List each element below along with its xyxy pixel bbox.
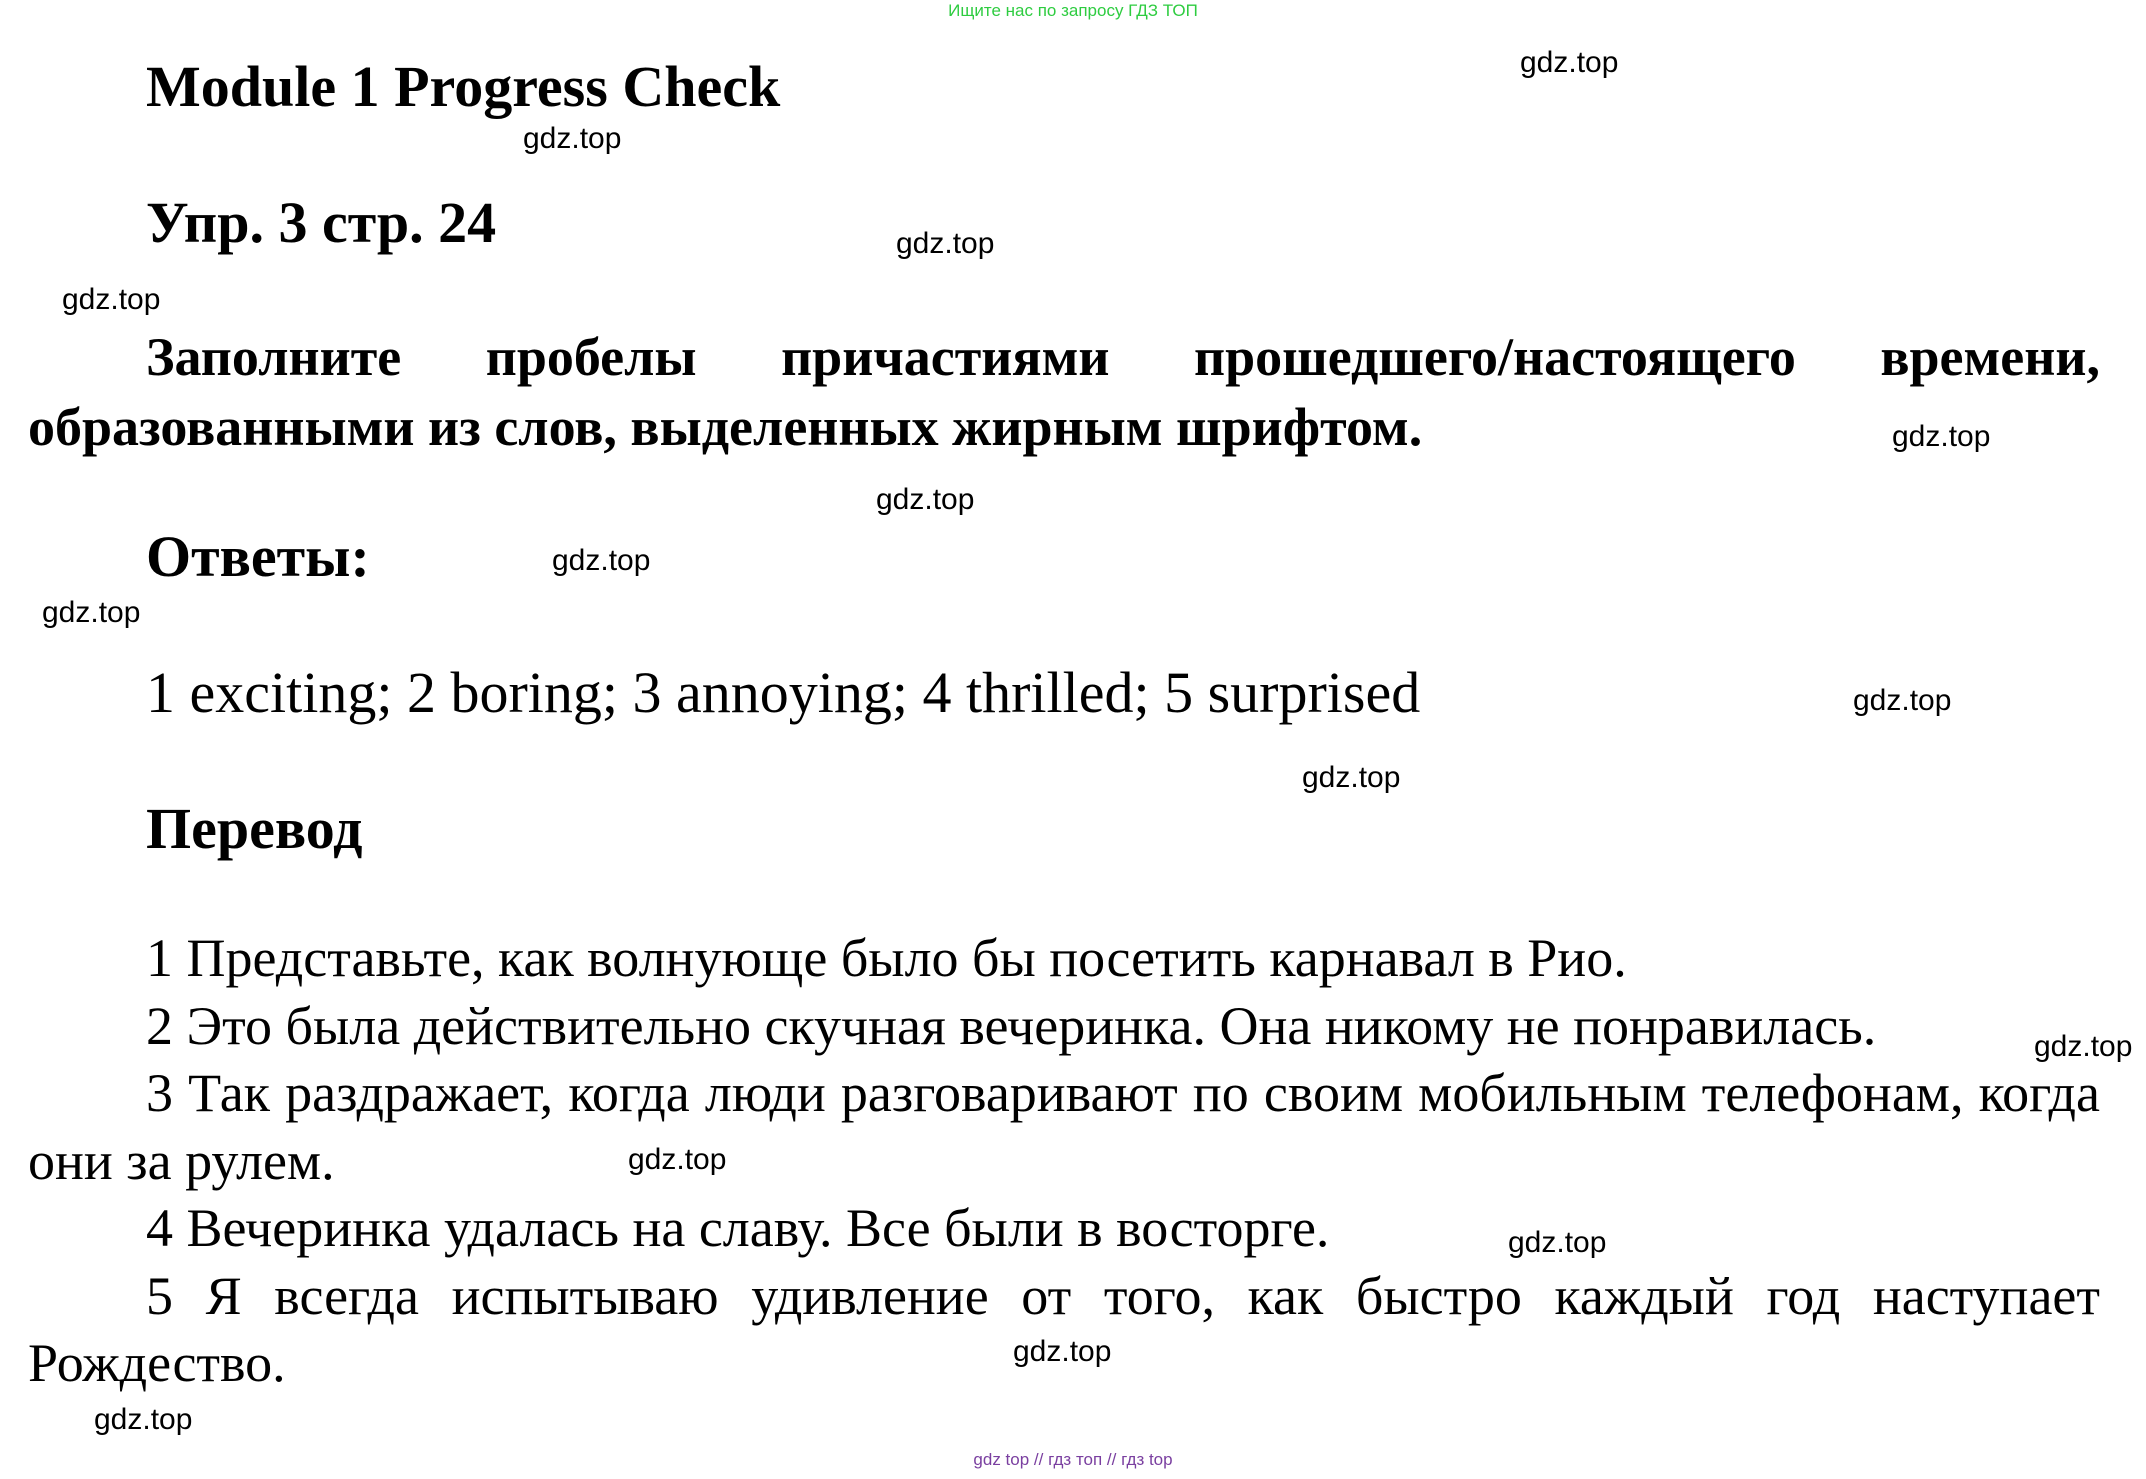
translation-item-4: 4 Вечеринка удалась на славу. Все были в восторге. (146, 1198, 1330, 1258)
top-banner: Ищите нас по запросу ГДЗ ТОП (948, 1, 1198, 20)
watermark: gdz.top (1508, 1226, 1607, 1259)
translation-item-1: 1 Представьте, как волнующе было бы посетить карнавал в Рио. (146, 928, 1627, 988)
translation-item-5: 5 Я всегда испытываю удивление от того, как быстро каждый год наступает Рождество. (28, 1265, 2100, 1393)
watermark: gdz.top (628, 1143, 727, 1176)
watermark: gdz.top (523, 122, 622, 155)
instruction-text: Заполните пробелы причастиями прошедшего/настоящего времени, образованными из слов, выделенных жирным шрифтом. (28, 327, 2100, 457)
watermark: gdz.top (896, 227, 995, 260)
watermark: gdz.top (94, 1403, 193, 1436)
translation-heading: Перевод (146, 796, 363, 861)
translation-list (28, 925, 2100, 1398)
answers-heading: Ответы: (146, 524, 370, 589)
watermark: gdz.top (1520, 46, 1619, 79)
answers-text: 1 exciting; 2 boring; 3 annoying; 4 thrilled; 5 surprised (146, 660, 1421, 725)
watermark: gdz.top (1013, 1335, 1112, 1368)
translation-item-3: 3 Так раздражает, когда люди разговаривают по своим мобильным телефонам, когда они за рулем. (28, 1063, 2100, 1191)
translation-item-2: 2 Это была действительно скучная вечеринка. Она никому не понравилась. (146, 995, 1877, 1056)
watermark: gdz.top (1302, 761, 1401, 794)
watermark: gdz.top (1892, 420, 1991, 453)
watermark: gdz.top (62, 283, 161, 316)
page-title: Module 1 Progress Check (146, 54, 781, 119)
watermark: gdz.top (42, 596, 141, 629)
watermark: gdz.top (552, 544, 651, 577)
exercise-label: Упр. 3 стр. 24 (146, 190, 497, 255)
footer-text: gdz top // гдз топ // гдз top (973, 1450, 1173, 1469)
watermark: gdz.top (2034, 1030, 2133, 1063)
watermark: gdz.top (1853, 684, 1952, 717)
watermark: gdz.top (876, 483, 975, 516)
